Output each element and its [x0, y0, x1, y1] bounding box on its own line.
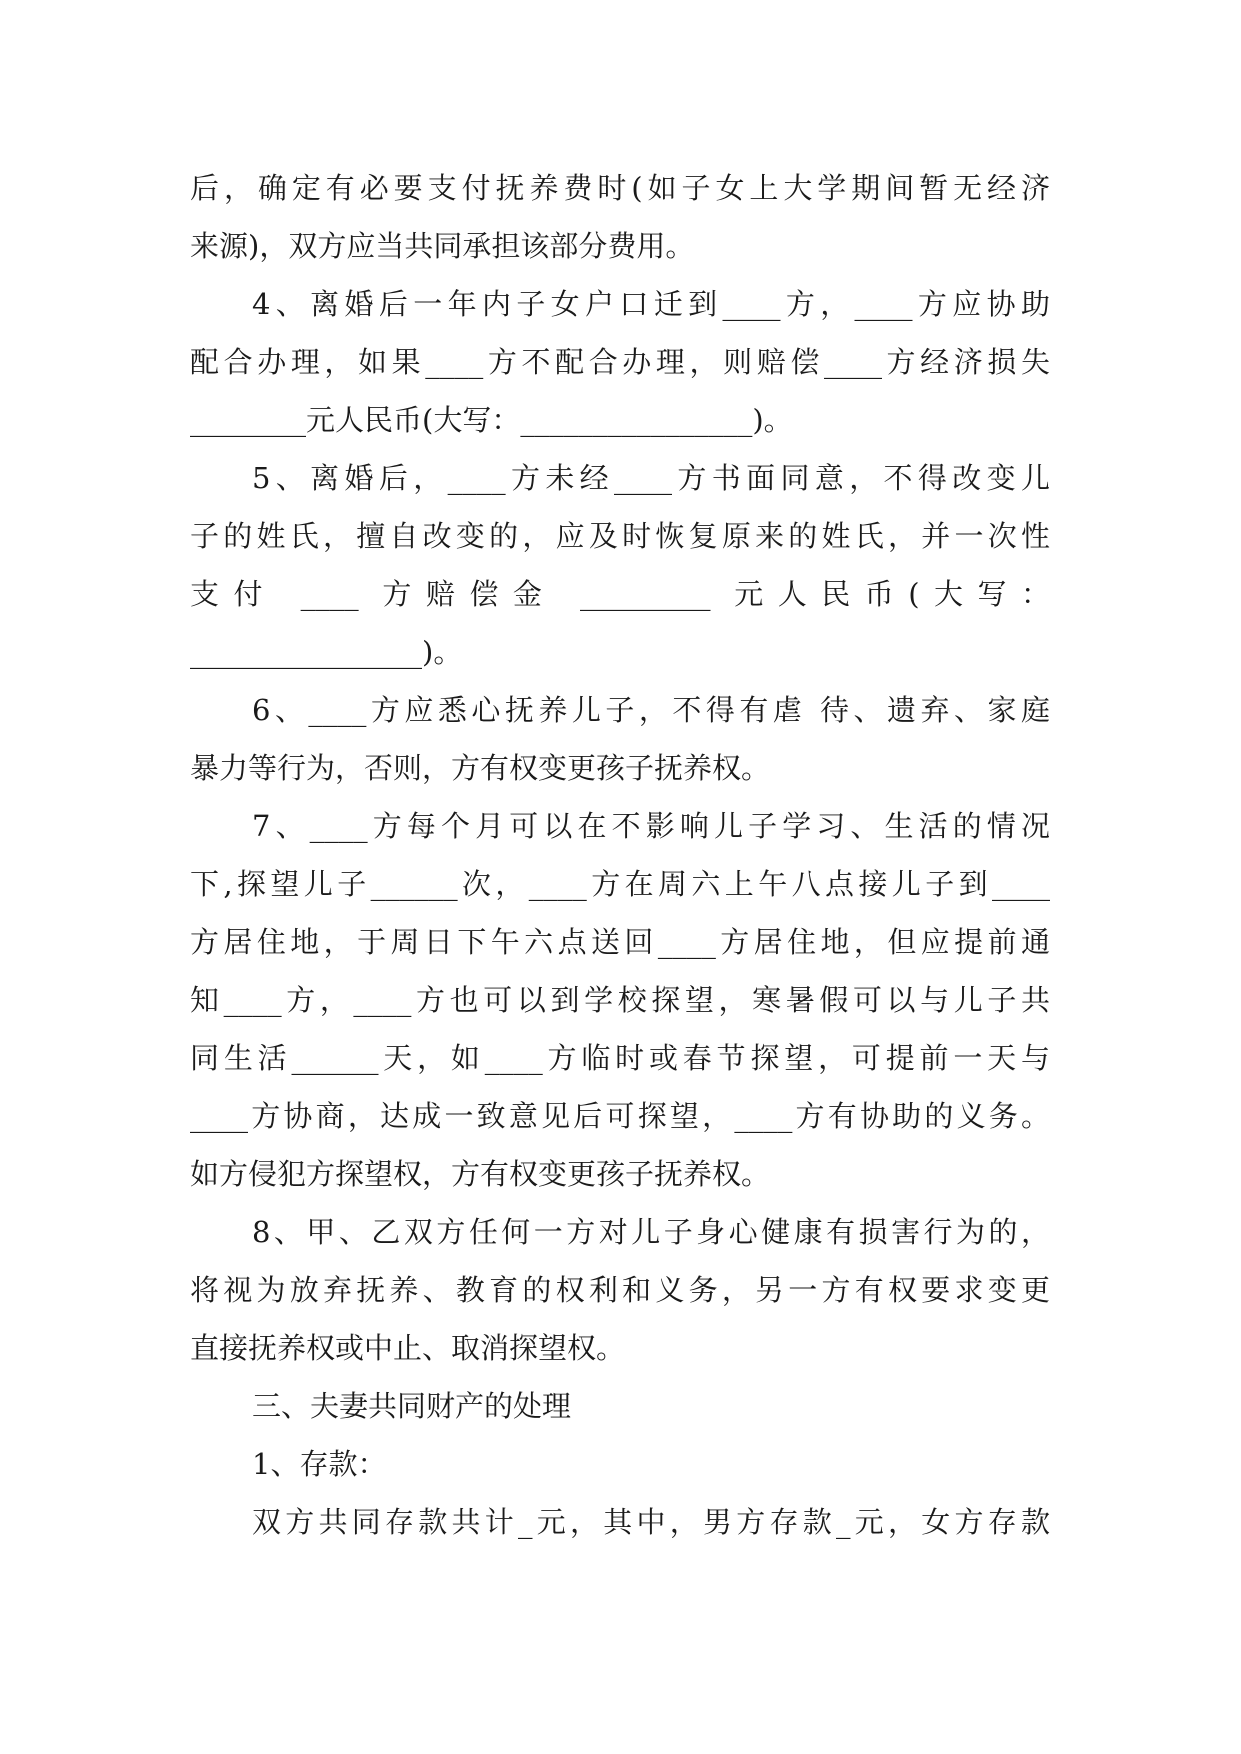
text-line: ____方协商，达成一致意见后可探望，____方有协助的义务。	[190, 1099, 1050, 1133]
text-line: 下,探望儿子______次，____方在周六上午八点接儿子到____	[190, 867, 1050, 901]
text-line: 暴力等行为，否则，方有权变更孩子抚养权。	[190, 751, 771, 785]
text-line: 1、存款：	[252, 1447, 387, 1481]
text-line: 将视为放弃抚养、教育的权利和义务，另一方有权要求变更	[190, 1273, 1050, 1307]
text-line: ________元人民币(大写：________________)。	[190, 403, 793, 437]
text-line: 知____方，____方也可以到学校探望，寒暑假可以与儿子共	[190, 983, 1050, 1017]
text-line: 来源)，双方应当共同承担该部分费用。	[190, 229, 695, 263]
text-line: 直接抚养权或中止、取消探望权。	[190, 1331, 626, 1365]
text-line: 8、甲、乙双方任何一方对儿子身心健康有损害行为的，	[252, 1215, 1050, 1249]
text-line: 6、____方应悉心抚养儿子，不得有虐 待、遗弃、家庭	[252, 693, 1050, 727]
text-line: 后，确定有必要支付抚养费时(如子女上大学期间暂无经济	[190, 171, 1050, 205]
text-line: 双方共同存款共计_元，其中，男方存款_元，女方存款	[252, 1505, 1050, 1539]
section-heading: 三、夫妻共同财产的处理	[252, 1389, 572, 1423]
text-line: 同生活______天，如____方临时或春节探望，可提前一天与	[190, 1041, 1050, 1075]
text-line: 如方侵犯方探望权，方有权变更孩子抚养权。	[190, 1157, 771, 1191]
text-line: ________________)。	[190, 635, 463, 669]
text-line: 支付 ____ 方赔偿金 _________ 元人民币(大写：	[190, 577, 1050, 611]
text-line: 5、离婚后，____方未经____方书面同意，不得改变儿	[252, 461, 1050, 495]
text-line: 方居住地，于周日下午六点送回____方居住地，但应提前通	[190, 925, 1050, 959]
text-line: 7、____方每个月可以在不影响儿子学习、生活的情况	[252, 809, 1050, 843]
text-line: 子的姓氏，擅自改变的，应及时恢复原来的姓氏，并一次性	[190, 519, 1050, 553]
text-line: 配合办理，如果____方不配合办理，则赔偿____方经济损失	[190, 345, 1050, 379]
text-line: 4、离婚后一年内子女户口迁到____方，____方应协助	[252, 287, 1050, 321]
